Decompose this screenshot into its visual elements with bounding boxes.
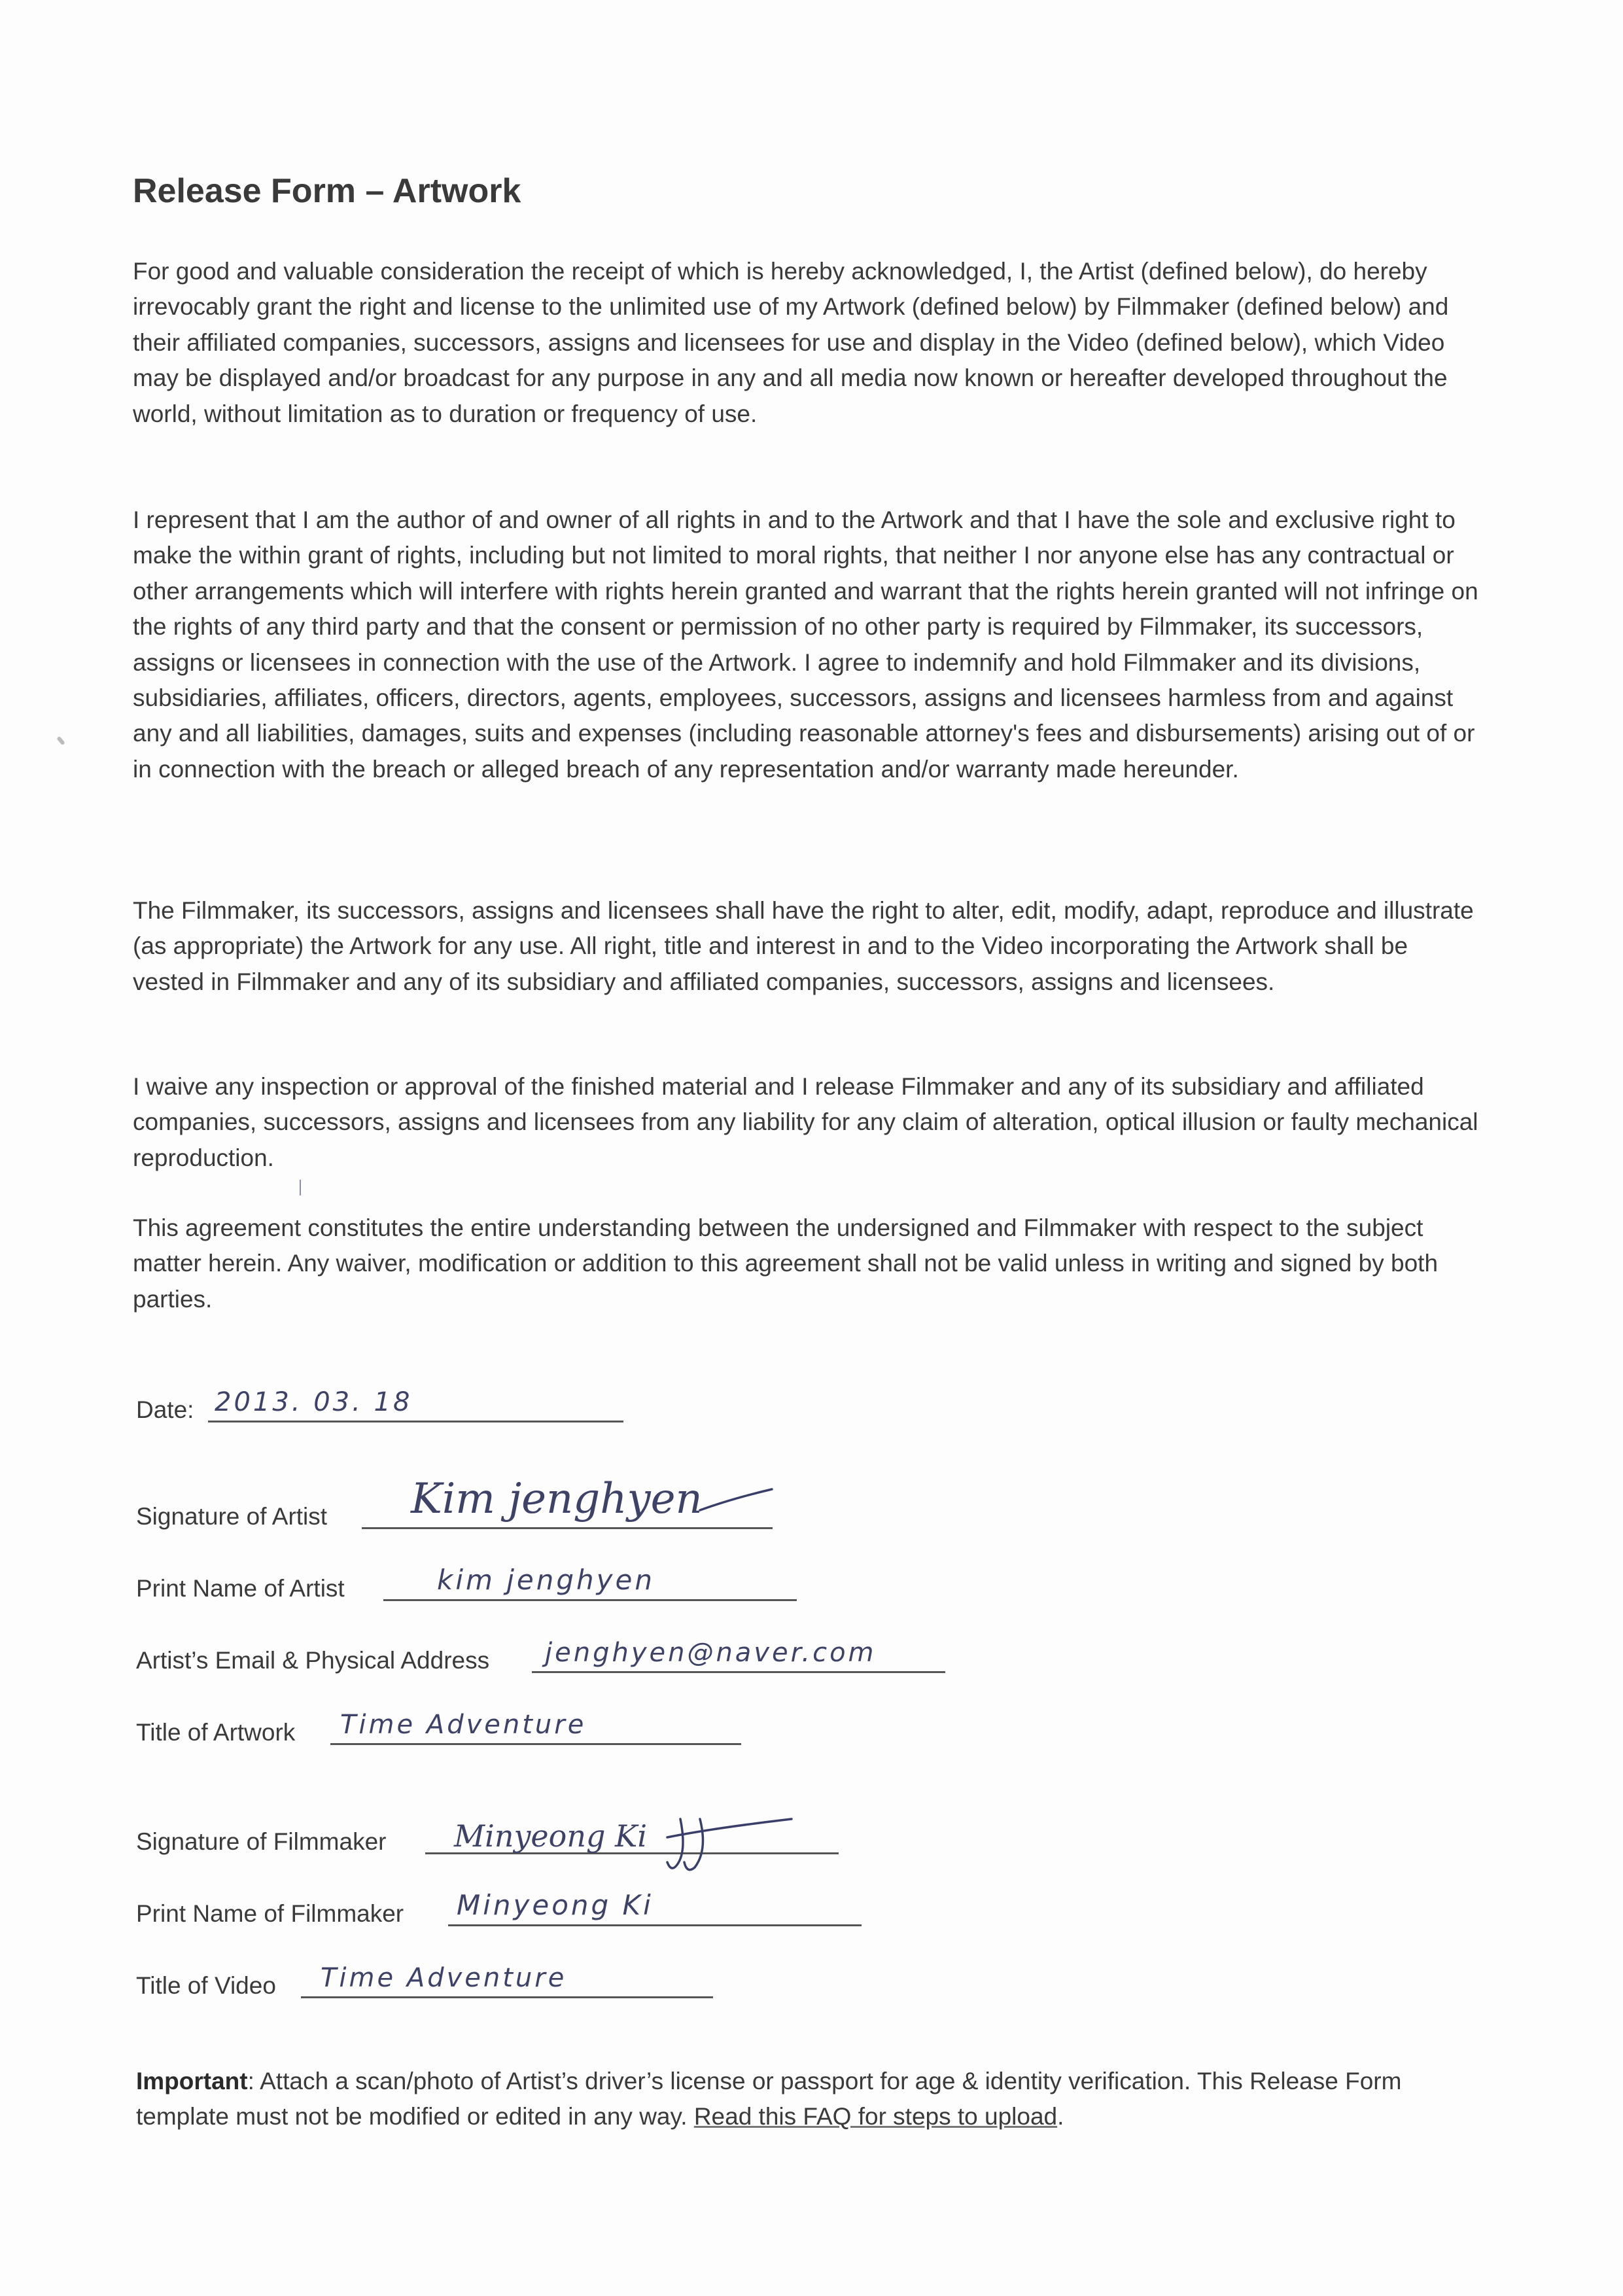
artwork-title-value: Time Adventure — [340, 1710, 587, 1740]
artist-print-name-field — [136, 1566, 810, 1605]
filmmaker-print-name-value: Minyeong Ki — [457, 1889, 654, 1921]
important-trailing: . — [1057, 2103, 1064, 2130]
artist-email-label: Artist’s Email & Physical Address — [136, 1647, 490, 1674]
artist-email-field — [136, 1638, 947, 1677]
artist-print-name-label: Print Name of Artist — [136, 1575, 345, 1602]
filmmaker-print-name-field — [136, 1891, 856, 1930]
stray-pen-mark — [300, 1180, 301, 1195]
important-note — [136, 2064, 1484, 2135]
important-text: : Attach a scan/photo of Artist’s driver’s license or passport for age & identity verification. This Release Form template must not be modified or edited in any way. — [136, 2068, 1402, 2130]
video-title-line[interactable] — [301, 1996, 713, 1998]
video-title-label: Title of Video — [136, 1972, 276, 1999]
grant-paragraph: For good and valuable consideration the receipt of which is hereby acknowledged, I, the Artist (defined below), do hereby irrevocably grant the right and license to the unlimited use of my Artwork (defined below) by Filmmaker (defined below) and their affiliated companies, successors, assigns and licensees for use and display in the Video (defined below), which Video may be displayed and/or broadcast for any purpose in any and all media now known or hereafter developed throughout the world, without limitation as to duration or frequency of use. — [133, 258, 1449, 427]
artist-signature — [406, 1459, 785, 1538]
filmmaker-print-name-label: Print Name of Filmmaker — [136, 1900, 404, 1927]
artwork-title-label: Title of Artwork — [136, 1719, 296, 1746]
representation-paragraph: I represent that I am the author of and owner of all rights in and to the Artwork and that I have the sole and exclusive right to make the within grant of rights, including but not limited to moral rights, that neither I nor anyone else has any contractual or other arrangements which will interfere with rights herein granted and warrant that the rights herein granted will not infringe on the rights of any third party and that the consent or permission of no other party is required by Filmmaker, its successors, assigns or licensees in connection with the use of the Artwork. I agree to indemnify and hold Filmmaker and its divisions, subsidiaries, affiliates, officers, directors, agents, employees, successors, assigns and licensees harmless from and against any and all liabilities, damages, suits and expenses (including reasonable attorney's fees and disbursements) arising out of or in connection with the breach or alleged breach of any representation and/or warranty made hereunder. — [133, 506, 1478, 783]
artist-email-line[interactable] — [532, 1671, 945, 1673]
filmmaker-initials — [667, 1819, 792, 1870]
artist-signature-label: Signature of Artist — [136, 1503, 328, 1530]
artwork-title-line[interactable] — [330, 1743, 741, 1745]
entire-agreement-paragraph: This agreement constitutes the entire understanding between the undersigned and Filmmaker with respect to the subject matter herein. Any waiver, modification or addition to this agreement shall not be valid unless in writing and signed by both parties. — [133, 1214, 1439, 1313]
important-heading: Important — [136, 2068, 248, 2094]
date-line[interactable] — [208, 1421, 623, 1422]
artist-signature-tail — [700, 1489, 772, 1510]
artist-signature-text: Kim jenghyen — [411, 1475, 703, 1523]
filmmaker-signature — [451, 1799, 818, 1878]
waiver-paragraph: I waive any inspection or approval of the finished material and I release Filmmaker and any of its subsidiary and affiliated companies, successors, assigns and licensees from any liability for any claim of alteration, optical illusion or faulty mechanical reproduction. — [133, 1073, 1478, 1171]
artist-print-name-line[interactable] — [383, 1599, 797, 1601]
faq-link[interactable]: Read this FAQ for steps to upload — [693, 2103, 1058, 2130]
filmmaker-signature-text: Minyeong Ki — [454, 1818, 648, 1854]
video-title-field — [136, 1963, 725, 2002]
filmmaker-print-name-line[interactable] — [448, 1924, 862, 1926]
date-field — [136, 1387, 633, 1426]
video-title-value: Time Adventure — [321, 1963, 567, 1993]
filmmaker-signature-label: Signature of Filmmaker — [136, 1828, 387, 1855]
form-title: Release Form – Artwork — [133, 172, 521, 210]
scan-speck — [56, 736, 65, 746]
artist-email-value: jenghyen@naver.com — [545, 1638, 877, 1668]
date-label: Date: — [136, 1396, 194, 1423]
modification-rights-paragraph: The Filmmaker, its successors, assigns and licensees shall have the right to alter, edit, modify, adapt, reproduce and illustrate (as appropriate) the Artwork for any use. All right, title and interest in and to the Video incorporating the Artwork shall be vested in Filmmaker and any of its subsidiary and affiliated companies, successors, assigns and licensees. — [133, 897, 1474, 995]
artist-print-name-value: kim jenghyen — [437, 1564, 655, 1596]
date-value: 2013. 03. 18 — [215, 1387, 413, 1417]
artwork-title-field — [136, 1710, 751, 1749]
